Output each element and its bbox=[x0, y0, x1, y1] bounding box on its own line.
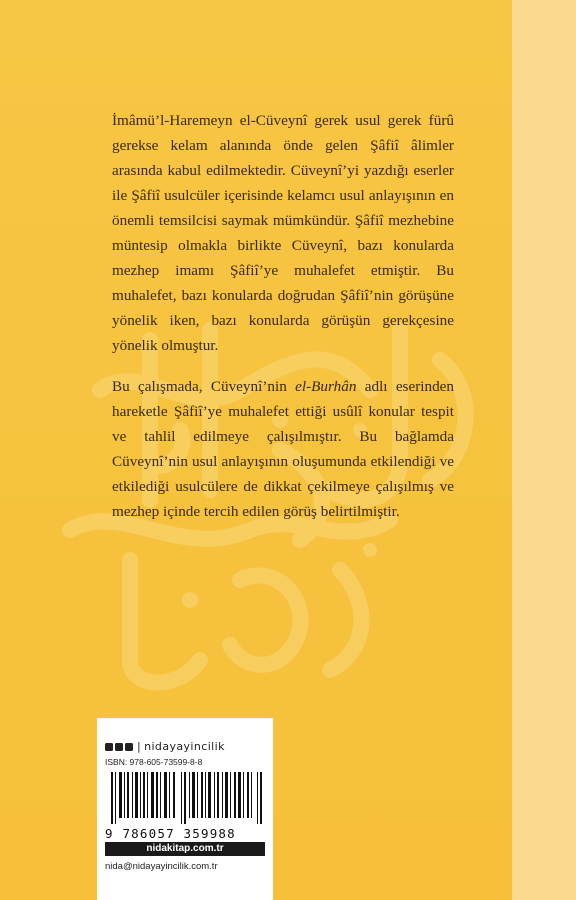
social-handle: nidayayincilik bbox=[144, 740, 225, 753]
instagram-icon bbox=[125, 743, 133, 751]
website-link[interactable]: nidakitap.com.tr bbox=[105, 842, 265, 856]
facebook-icon bbox=[105, 743, 113, 751]
barcode-panel bbox=[97, 718, 273, 900]
barcode-number: 9 786057 359988 bbox=[105, 826, 236, 841]
youtube-icon bbox=[115, 743, 123, 751]
contact-email[interactable]: nida@nidayayincilik.com.tr bbox=[105, 861, 218, 872]
back-cover-blurb bbox=[112, 108, 454, 540]
social-media-row bbox=[105, 740, 225, 753]
separator: | bbox=[137, 740, 142, 753]
isbn-number: ISBN: 978-605-73599-8-8 bbox=[105, 757, 203, 767]
book-title-reference: el-Burhân bbox=[295, 378, 357, 395]
blurb-paragraph-1: İmâmü’l-Haremeyn el-Cüveynî gerek usul gerek fürû gerekse kelam alanında önde gelen Şâfiî âlimler arasında kabul edilmektedir. Cüveynî’yi yazdığı eserler ile Şâfiî usulcüler içerisinde kelamcı usul anlayışının en önemli temsilcisi saymak mümkündür. Şâfiî mezhebine müntesip olmakla birlikte Cüveynî, bazı konularda mezhep imamı Şâfiî’ye muhalefet etmiştir. Bu muhalefet, bazı konularda doğrudan Şâfiî’nin görüşüne yönelik iken, bazı konularda görüşün gerekçesine yönelik olmuştur. bbox=[112, 112, 454, 354]
blurb-paragraph-2: Bu çalışmada, Cüveynî’nin el-Burhân adlı eserinden hareketle Şâfiî’ye muhalefet ettiği usûlî konular tespit ve tahlil edilmeye çalışılmıştır. Bu bağlamda Cüveynî’nin usul anlayışının oluşumunda etkilendiği ve etkilediği usulcülere de dikkat çekilmeye çalışılmış ve mezhep içinde tercih edilen görüş belirtilmiştir. bbox=[112, 378, 455, 520]
book-spine bbox=[512, 0, 576, 900]
barcode bbox=[111, 772, 263, 824]
